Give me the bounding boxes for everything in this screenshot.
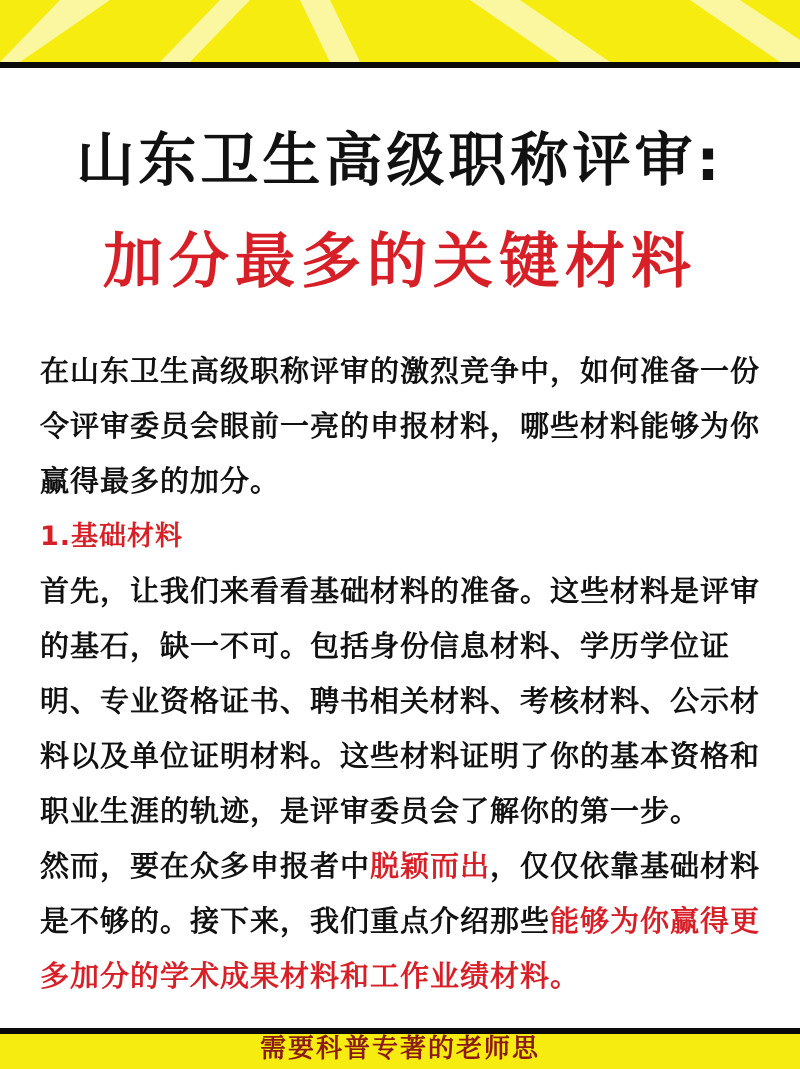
page-title-line1: 山东卫生高级职称评审: bbox=[76, 126, 724, 194]
basic-materials-paragraph: 首先，让我们来看看基础材料的准备。这些材料是评审的基石，缺一不可。包括身份信息材料、学历学位证明、专业资格证书、聘书相关材料、考核材料、公示材料以及单位证明材料。这些材料证明了你的基本资格和职业生涯的轨迹，是评审委员会了解你的第一步。 bbox=[40, 574, 761, 828]
transition-text-1: 然而，要在众多申报者中 bbox=[40, 849, 371, 883]
transition-paragraph bbox=[40, 839, 766, 1004]
highlight-more-points: 能够为你赢得更多加分的学术成果材料和工作业绩材料。 bbox=[40, 904, 761, 993]
sunburst-rays-decoration bbox=[0, 0, 800, 62]
top-divider bbox=[0, 62, 800, 68]
intro-paragraph: 在山东卫生高级职称评审的激烈竞争中，如何准备一份令评审委员会眼前一亮的申报材料，哪些材料能够为你赢得最多的加分。 bbox=[40, 354, 761, 498]
footer-caption: 需要科普专著的老师思 bbox=[259, 1034, 540, 1064]
top-yellow-banner bbox=[0, 0, 800, 62]
page-title-line2: 加分最多的关键材料 bbox=[103, 227, 697, 297]
highlight-stand-out: 脱颖而出 bbox=[370, 849, 491, 883]
article-body bbox=[40, 344, 766, 1004]
section-heading-basic-materials: 1.基础材料 bbox=[40, 521, 184, 552]
transition-text-2: ，仅仅依靠基础材料是不够的。接下来，我们重点介绍那些 bbox=[40, 849, 761, 938]
